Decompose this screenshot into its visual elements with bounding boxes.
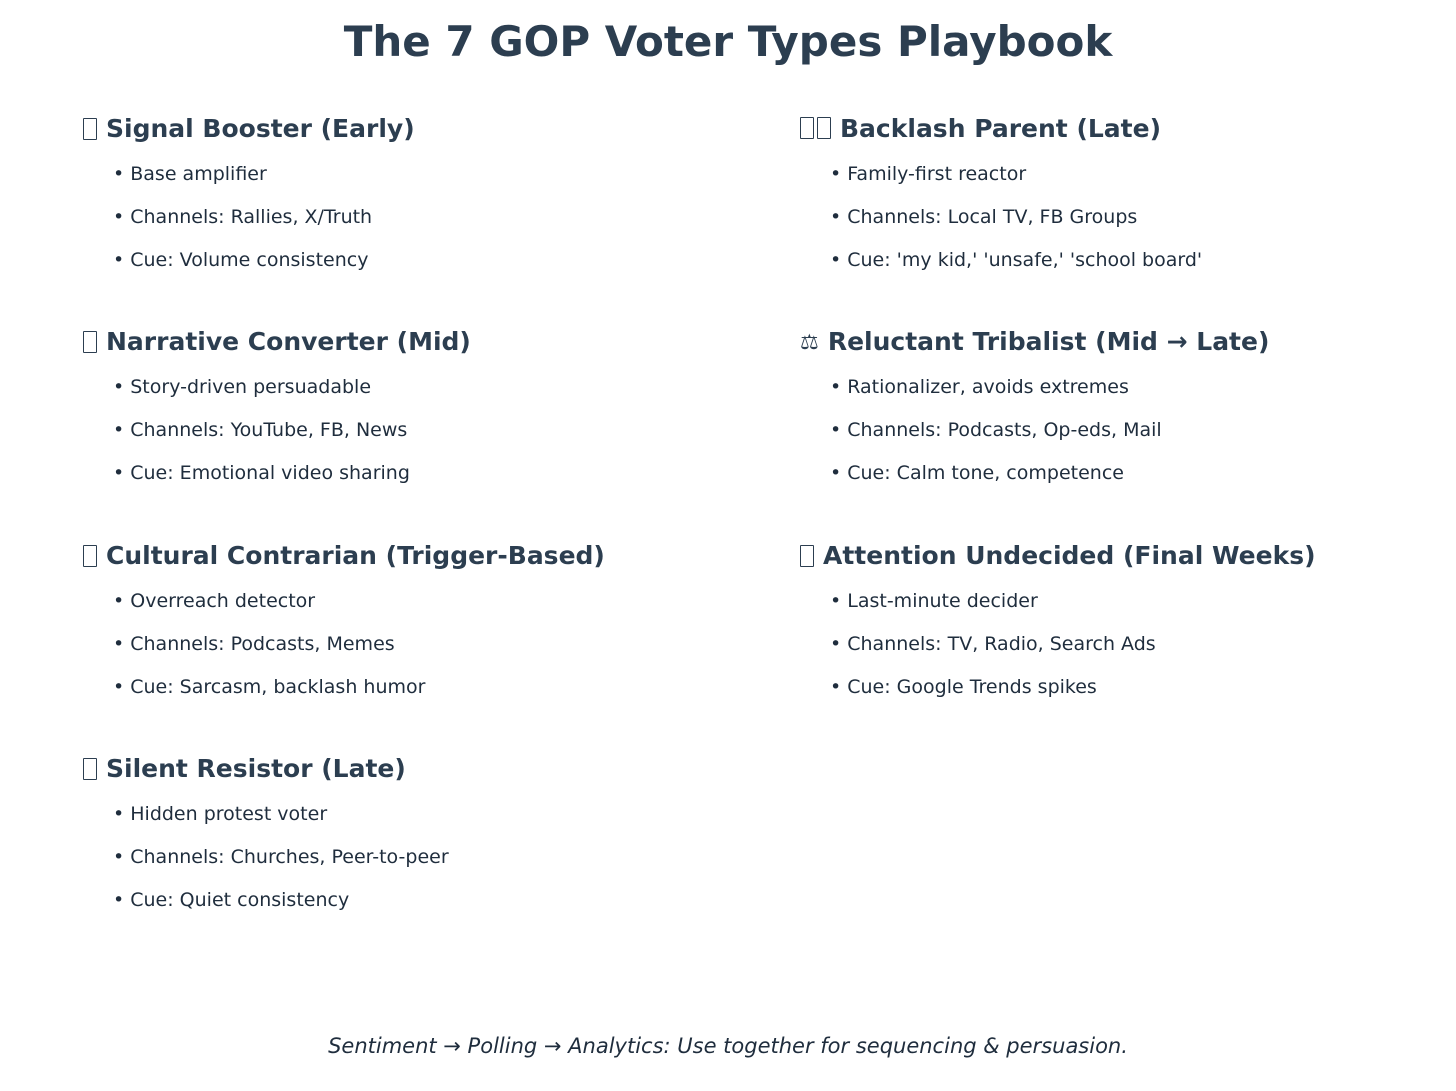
section-heading-label: Silent Resistor (Late): [106, 754, 406, 783]
attention-icon: [800, 545, 814, 567]
section-heading: [800, 539, 1456, 573]
bullet-list: [800, 589, 1456, 718]
list-item: • Last-minute decider: [830, 590, 1038, 612]
contrarian-icon: [83, 545, 97, 567]
list-item: • Rationalizer, avoids extremes: [830, 376, 1129, 398]
section-heading-label: Reluctant Tribalist (Mid → Late): [827, 327, 1270, 356]
list-item: • Channels: Podcasts, Memes: [113, 633, 395, 655]
voter-type-cultural-contrarian: [83, 539, 763, 718]
voter-type-silent-resistor: [83, 752, 763, 931]
section-heading: [83, 539, 763, 573]
section-heading-label: Narrative Converter (Mid): [106, 327, 471, 356]
list-item: • Family-first reactor: [830, 163, 1027, 185]
section-heading: [83, 752, 763, 786]
list-item: • Cue: 'my kid,' 'unsafe,' 'school board': [830, 249, 1203, 271]
list-item: • Story-driven persuadable: [113, 376, 372, 398]
list-item: • Channels: YouTube, FB, News: [113, 419, 408, 441]
bullet-list: [83, 589, 763, 718]
section-heading: [800, 325, 1456, 359]
story-icon: [83, 331, 97, 353]
voter-type-signal-booster: [83, 112, 763, 291]
parent-child-icon: [800, 117, 831, 141]
list-item: • Cue: Google Trends spikes: [830, 676, 1097, 698]
bullet-list: [83, 375, 763, 504]
footer-note: Sentiment → Polling → Analytics: Use together for sequencing & persuasion.: [328, 1034, 1128, 1058]
signal-boost-icon: [83, 118, 97, 140]
silent-icon: [83, 758, 97, 780]
section-heading-label: Signal Booster (Early): [106, 114, 415, 143]
section-heading-label: Cultural Contrarian (Trigger-Based): [106, 541, 605, 570]
bullet-list: [800, 375, 1456, 504]
bullet-list: [83, 802, 763, 931]
bullet-list: [83, 162, 763, 291]
list-item: • Channels: Local TV, FB Groups: [830, 206, 1138, 228]
list-item: • Channels: Rallies, X/Truth: [113, 206, 373, 228]
list-item: • Channels: Podcasts, Op-eds, Mail: [830, 419, 1162, 441]
list-item: • Cue: Volume consistency: [113, 249, 369, 271]
section-heading: [83, 325, 763, 359]
list-item: • Cue: Emotional video sharing: [113, 462, 410, 484]
voter-type-reluctant-tribalist: [800, 325, 1456, 504]
page-title: The 7 GOP Voter Types Playbook: [343, 17, 1113, 66]
bullet-list: [800, 162, 1456, 291]
section-heading: [800, 112, 1456, 146]
list-item: • Overreach detector: [113, 590, 316, 612]
voter-type-backlash-parent: [800, 112, 1456, 291]
list-item: • Base amplifier: [113, 163, 267, 185]
list-item: • Hidden protest voter: [113, 803, 328, 825]
section-heading-label: Backlash Parent (Late): [840, 114, 1162, 143]
voter-type-narrative-converter: [83, 325, 763, 504]
list-item: • Channels: Churches, Peer-to-peer: [113, 846, 449, 868]
section-heading-label: Attention Undecided (Final Weeks): [823, 541, 1316, 570]
list-item: • Channels: TV, Radio, Search Ads: [830, 633, 1156, 655]
list-item: • Cue: Quiet consistency: [113, 889, 350, 911]
scales-icon: ⚖: [800, 330, 819, 354]
list-item: • Cue: Calm tone, competence: [830, 462, 1124, 484]
list-item: • Cue: Sarcasm, backlash humor: [113, 676, 426, 698]
voter-type-attention-undecided: [800, 539, 1456, 718]
section-heading: [83, 112, 763, 146]
